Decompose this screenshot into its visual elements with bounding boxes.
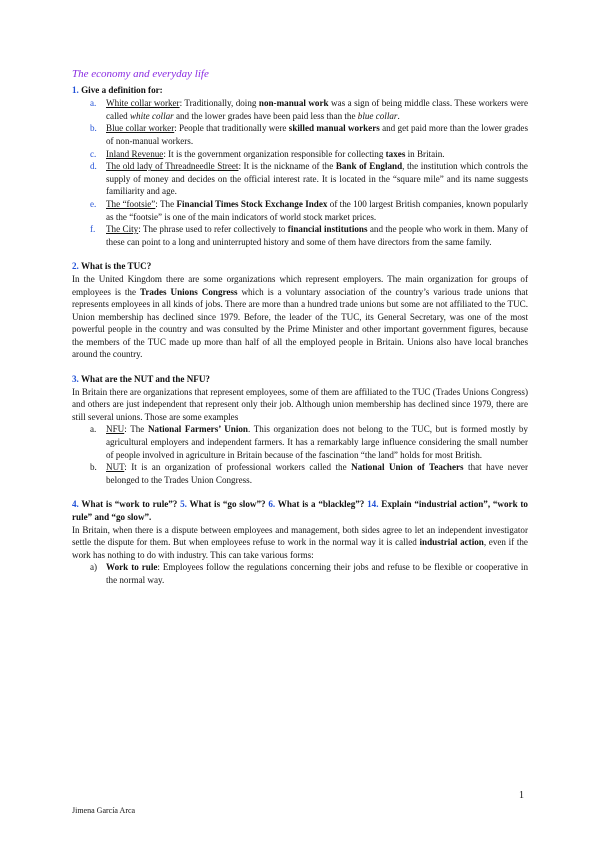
term: White collar worker	[106, 98, 180, 109]
term: The “footsie”	[106, 198, 156, 209]
question-2-heading	[72, 260, 528, 273]
question-number: 2.	[72, 261, 79, 272]
list-item: c. Inland Revenue: It is the government organization responsible for collecting taxes in Britain.	[90, 148, 445, 159]
term: Blue collar worker	[106, 123, 175, 134]
list-item: a) Work to rule: Employees follow the regulations concerning their jobs and refuse to be flexible or cooperative in the normal way.	[90, 562, 529, 585]
term: The old lady of Threadneedle Street	[106, 161, 239, 172]
action-list	[72, 561, 528, 586]
footer-author: Jimena García Arca	[72, 806, 136, 815]
list-item: f. The City: The phrase used to refer collectively to financial institutions and the people who work in them. Many of these can point to a long and uninterrupted history and some of them have directors from the same family.	[90, 224, 529, 247]
term: Inland Revenue	[106, 148, 164, 159]
list-item: d. The old lady of Threadneedle Street: It is the nickname of the Bank of England, the institution which controls the supply of money and decides on the official interest rate. It is located in the “square mile” and its name suggests familiarity and age.	[90, 161, 528, 197]
document-body	[72, 68, 528, 587]
question-3-heading	[72, 373, 528, 386]
term: NFU	[106, 424, 125, 435]
term: The City	[106, 224, 139, 235]
answer-paragraph: In the United Kingdom there are some organizations which represent employers. The main organization for groups of employees is the Trades Unions Congress which is a voluntary association of the country’s various trade unions that represents employees in all kinds of jobs. There are more than a hundred trade unions but some are not affiliated to the TUC. Union membership has declined since 1979. Before, the leader of the TUC, its General Secretary, was one of the most powerful people in the country and was consulted by the Prime Minister and other important government figures, because the members of the TUC made up more than half of all the employed people in Britain. Unions also have local branches around the country.	[72, 273, 528, 360]
term: NUT	[106, 462, 125, 473]
list-item: a. White collar worker: Traditionally, doing non-manual work was a sign of being middle class. These workers were called white collar and the lower grades have been paid less than the blue collar.	[90, 98, 528, 121]
question-text: What are the NUT and the NFU?	[80, 374, 210, 385]
list-item: b. NUT: It is an organization of professional workers called the National Union of Teachers that have never belonged to the Trades Union Congress.	[90, 462, 528, 485]
list-item: e. The “footsie”: The Financial Times Stock Exchange Index of the 100 largest British companies, known popularly as the “footsie” is one of the main indicators of world stock market prices.	[90, 198, 528, 222]
list-item: a. NFU: The National Farmers’ Union. This organization does not belong to the TUC, but is formed mostly by agricultural employers and independent farmers. It has a remarkably large influence considering the small number of people involved in agriculture in Britain because of the fascination “the land” holds for most British.	[90, 424, 528, 460]
question-text: What is the TUC?	[80, 261, 152, 272]
question-1-heading	[72, 84, 528, 97]
answer-paragraph: In Britain, when there is a dispute between employees and management, both sides agree to let an independent investigator settle the dispute for them. But when employees refuse to work in the normal way it is called industrial action, even if the work has nothing to do with industry. This can take various forms:	[72, 524, 528, 560]
term: Work to rule	[106, 562, 158, 573]
question-4-heading: 4. What is “work to rule”? 5. What is “go slow”? 6. What is a “blackleg”? 14. Explain “industrial action”, “work to rule” and “go slow”.	[72, 499, 528, 522]
union-list	[72, 423, 528, 486]
answer-paragraph: In Britain there are organizations that represent employees, some of them are affiliated to the TUC (Trades Unions Congress) and others are just independent that represent only their job. Although union membership has declined since 1979, there are still several unions. Those are some examples	[72, 386, 528, 422]
question-number: 1.	[72, 84, 79, 95]
page-number: 1	[519, 790, 524, 801]
question-text: Give a definition for:	[81, 84, 163, 95]
definition-list	[72, 97, 528, 248]
question-number: 3.	[72, 374, 79, 385]
list-item: b. Blue collar worker: People that traditionally were skilled manual workers and get paid more than the lower grades of non-manual workers.	[90, 123, 528, 146]
document-title: The economy and everyday life	[72, 68, 209, 80]
